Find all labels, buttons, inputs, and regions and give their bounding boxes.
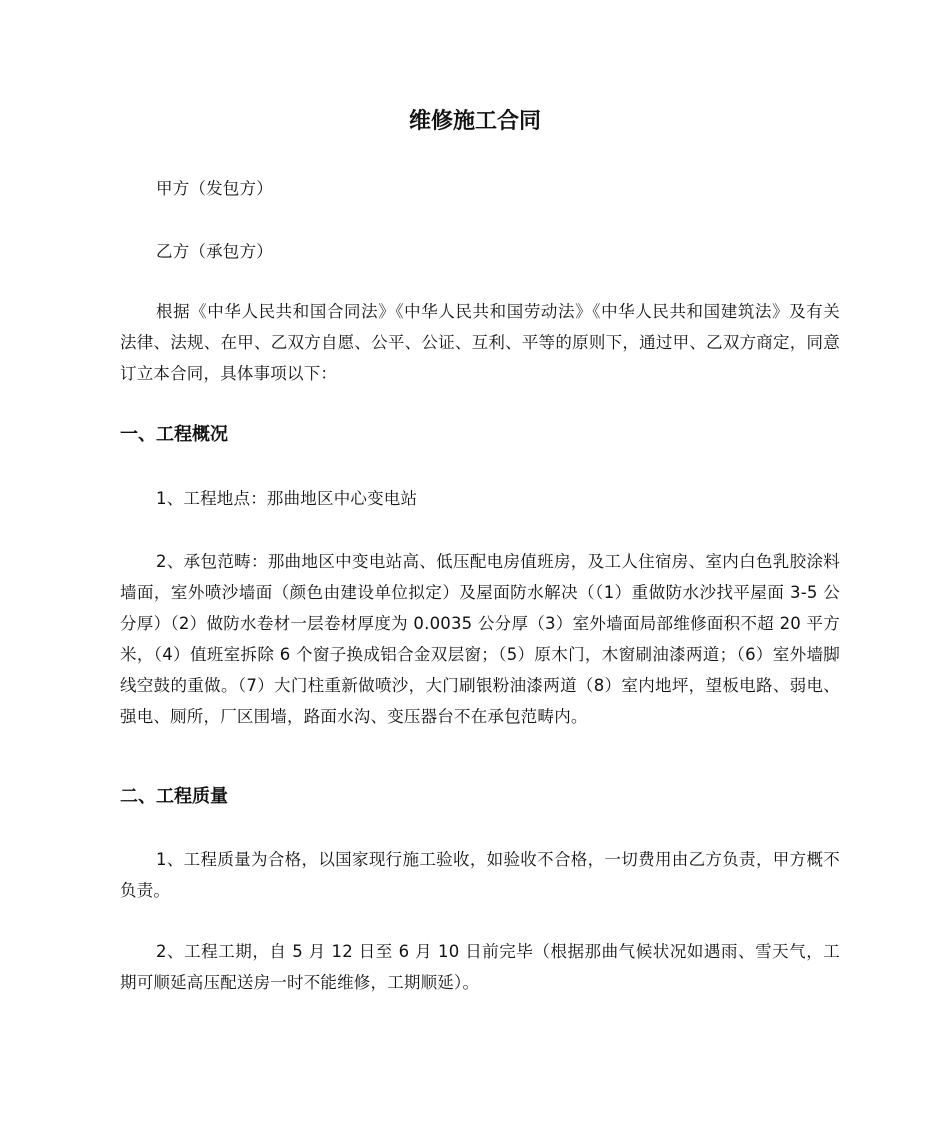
quality-item-schedule: 2、工程工期，自 5 月 12 日至 6 月 10 日前完毕（根据那曲气候状况如遇雨、雪天气，工期可顺延高压配送房一时不能维修，工期顺延）。 — [120, 942, 840, 992]
document-title: 维修施工合同 — [408, 109, 541, 134]
party-b-line: 乙方（承包方） — [156, 242, 273, 261]
section-heading-overview: 一、工程概况 — [120, 424, 228, 445]
section-heading-quality: 二、工程质量 — [120, 786, 228, 807]
party-a-line: 甲方（发包方） — [156, 179, 273, 198]
overview-item-scope: 2、承包范畴：那曲地区中变电站高、低压配电房值班房，及工人住宿房、室内白色乳胶涂料墙面，室外喷沙墙面（颜色由建设单位拟定）及屋面防水解决（（1）重做防水沙找平屋面 3-5 公分厚）（2）做防水卷材一层卷材厚度为 0.0035 公分厚（3）室外墙面局部维修面积不超 20 平方米，（4）值班室拆除 6 个窗子换成铝合金双层窗；（5）原木门，木窗刷油漆两道；（6）室外墙脚线空鼓的重做。（7）大门柱重新做喷沙，大门刷银粉油漆两道（8）室内地坪，望板电路、弱电、强电、厕所，厂区围墙，路面水沟、变压器台不在承包范畴内。 — [120, 552, 840, 726]
quality-item-standard: 1、工程质量为合格，以国家现行施工验收，如验收不合格，一切费用由乙方负责，甲方概不负责。 — [120, 850, 840, 900]
overview-item-location: 1、工程地点：那曲地区中心变电站 — [156, 489, 418, 508]
intro-paragraph: 根据《中华人民共和国合同法》《中华人民共和国劳动法》《中华人民共和国建筑法》及有关法律、法规、在甲、乙双方自愿、公平、公证、互利、平等的原则下，通过甲、乙双方商定，同意订立本合同，具体事项以下： — [120, 302, 840, 383]
